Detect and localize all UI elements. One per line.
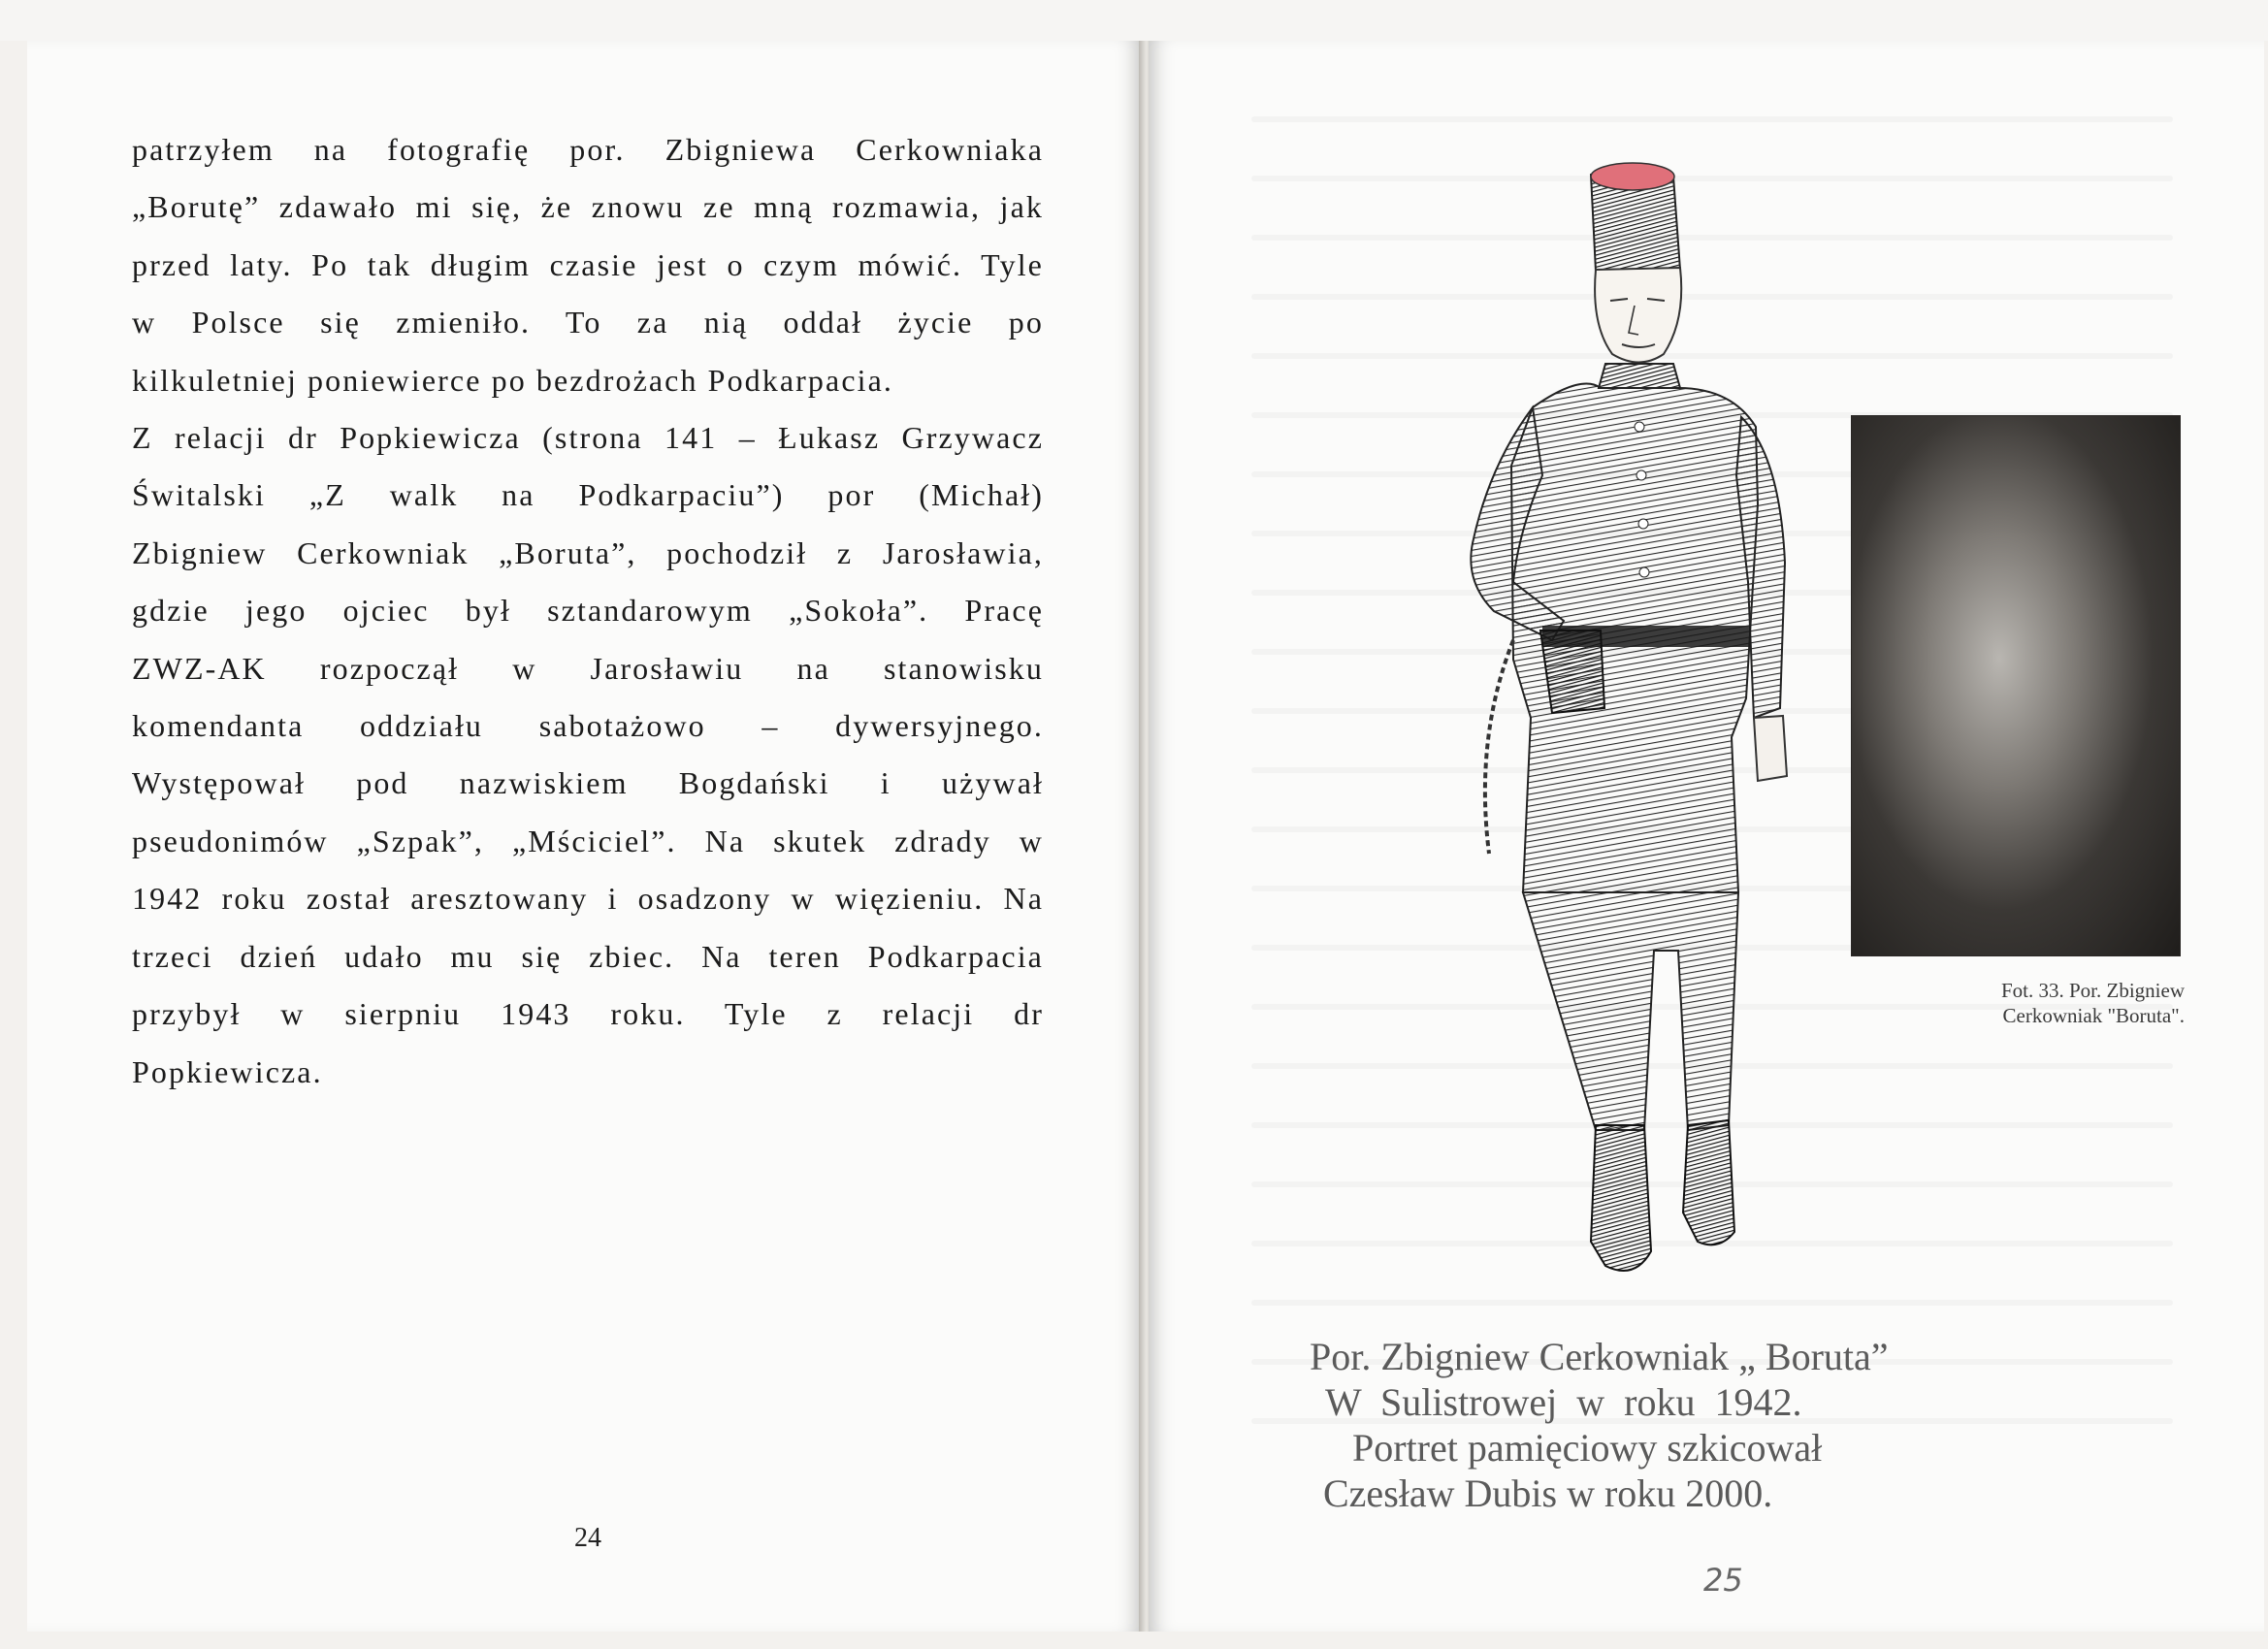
text-line: Świtalski „Z walk na Podkarpaciu”) por (Michał)	[132, 477, 1044, 513]
sketch-caption-line: W Sulistrowej w roku 1942.	[1325, 1380, 1802, 1424]
text-line: Z relacji dr Popkiewicza (strona 141 – Łukasz Grzywacz	[132, 420, 1044, 456]
soldier-sketch-illustration	[1397, 155, 1824, 1300]
text-line: patrzyłem na fotografię por. Zbigniewa Cerkowniaka	[132, 132, 1044, 167]
scan-margin	[0, 0, 2268, 41]
text-line: trzeci dzień udało mu się zbiec. Na teren Podkarpacia	[132, 938, 1044, 974]
text-line: Występował pod nazwiskiem Bogdański i używał	[132, 765, 1044, 801]
photo-caption-line: Fot. 33. Por. Zbigniew	[2000, 979, 2185, 1002]
text-line: 1942 roku został aresztowany i osadzony w więzieniu. Na	[132, 881, 1044, 917]
text-line: przybył w sierpniu 1943 roku. Tyle z relacji dr	[132, 996, 1044, 1032]
sketch-caption	[1310, 1334, 2008, 1516]
text-line: Zbigniew Cerkowniak „Boruta”, pochodził z Jarosławia,	[132, 534, 1044, 570]
photo-caption	[1901, 978, 2185, 1028]
text-line: kilkuletniej poniewierce po bezdrożach Podkarpacia.	[132, 362, 894, 398]
text-line: komendanta oddziału sabotażowo – dywersyjnego.	[132, 708, 1044, 744]
text-line: w Polsce się zmieniło. To za nią oddał życie po	[132, 305, 1044, 340]
sketch-caption-line: Czesław Dubis w roku 2000.	[1323, 1471, 1773, 1515]
text-line: ZWZ-AK rozpoczął w Jarosławiu na stanowisku	[132, 650, 1044, 686]
sketch-caption-line: Portret pamięciowy szkicował	[1352, 1426, 1823, 1470]
left-page-body-text	[132, 121, 1044, 1101]
text-line: przed laty. Po tak długim czasie jest o czym mówić. Tyle	[132, 246, 1044, 282]
text-line: Popkiewicza.	[132, 1053, 323, 1089]
text-line: gdzie jego ojciec był sztandarowym „Sokoła”. Pracę	[132, 593, 1044, 629]
portrait-photo	[1851, 415, 2181, 956]
photo-caption-line: Cerkowniak "Boruta".	[2002, 1004, 2185, 1027]
page-number-right: 25	[1703, 1562, 1743, 1599]
text-line: „Borutę” zdawało mi się, że znowu ze mną rozmawia, jak	[132, 189, 1044, 225]
text-line: pseudonimów „Szpak”, „Mściciel”. Na skutek zdrady w	[132, 823, 1044, 858]
page-number-left: 24	[574, 1523, 601, 1553]
sketch-caption-line: Por. Zbigniew Cerkowniak „ Boruta”	[1310, 1335, 1889, 1378]
